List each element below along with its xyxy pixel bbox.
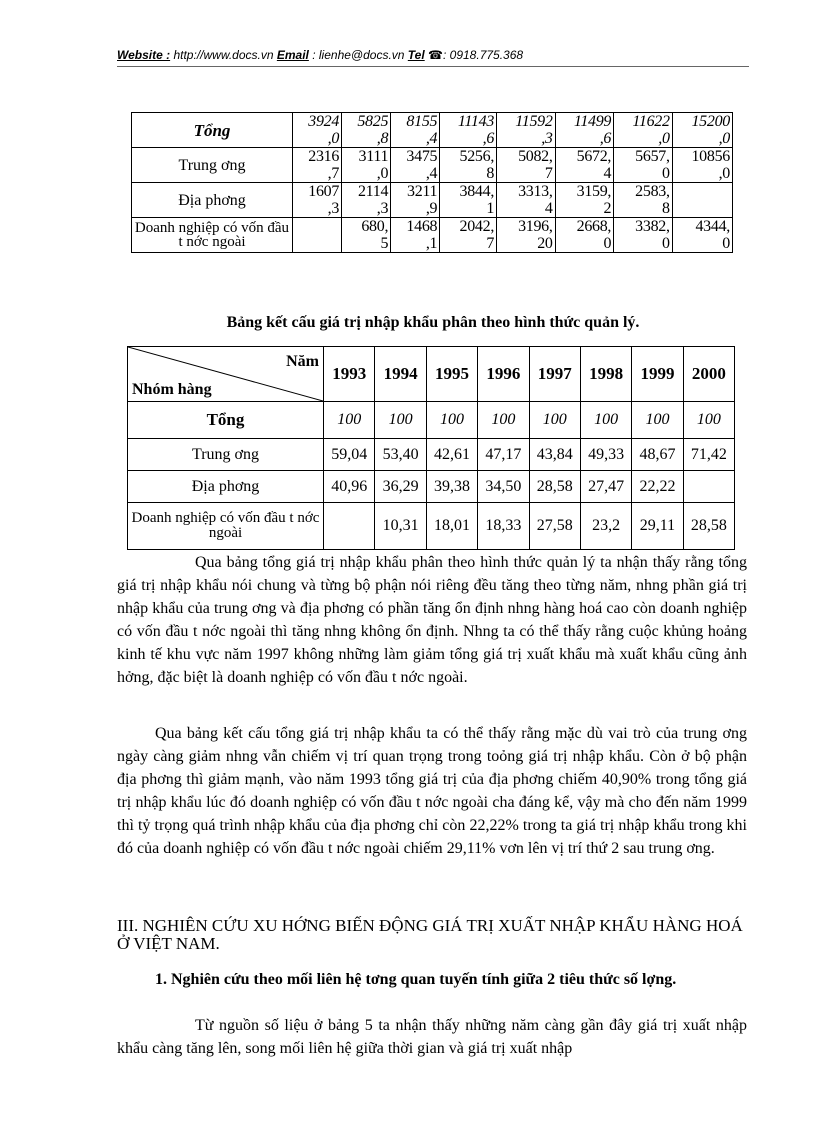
table-cell: 100 — [580, 402, 631, 439]
website-url[interactable]: http://www.docs.vn — [173, 48, 274, 62]
tel-number: ☎: 0918.775.368 — [428, 48, 524, 62]
table-cell: 15200 ,0 — [672, 113, 732, 148]
header-divider — [117, 66, 749, 67]
subsection-heading: 1. Nghiên cứu theo mối liên hệ tơng quan tuyến tính giữa 2 tiêu thức số lợng. — [155, 971, 677, 988]
table-cell: 71,42 — [683, 439, 734, 471]
website-label: Website : — [117, 48, 171, 62]
table-cell: 34,50 — [478, 471, 529, 503]
table-cell: 4344, 0 — [672, 218, 732, 253]
table-cell: 10856 ,0 — [672, 148, 732, 183]
table-cell: 100 — [375, 402, 426, 439]
table-cell: 3196, 20 — [497, 218, 556, 253]
table-cell: 1468 ,1 — [391, 218, 440, 253]
year-header-label: Năm — [286, 353, 319, 370]
year-header: 1994 — [375, 347, 426, 402]
year-header: 1998 — [580, 347, 631, 402]
table-cell: 10,31 — [375, 503, 426, 550]
table-cell — [683, 471, 734, 503]
table-cell: 22,22 — [632, 471, 683, 503]
table-cell — [293, 218, 342, 253]
group-header-label: Nhóm hàng — [132, 381, 212, 398]
year-header: 1996 — [478, 347, 529, 402]
table-cell: 100 — [683, 402, 734, 439]
row-label: Doanh nghiệp có vốn đầu t nớc ngoài — [128, 503, 324, 550]
table-cell: 49,33 — [580, 439, 631, 471]
table-cell: 42,61 — [426, 439, 477, 471]
table-cell: 3924 ,0 — [293, 113, 342, 148]
table-cell: 59,04 — [324, 439, 375, 471]
table-cell: 5082, 7 — [497, 148, 556, 183]
table-cell: 3313, 4 — [497, 183, 556, 218]
table-cell: 5256, 8 — [440, 148, 497, 183]
table-cell: 18,01 — [426, 503, 477, 550]
year-header: 2000 — [683, 347, 734, 402]
table-cell: 11592 ,3 — [497, 113, 556, 148]
table-cell: 11499 ,6 — [555, 113, 614, 148]
table-row — [128, 503, 735, 550]
table-cell: 3844, 1 — [440, 183, 497, 218]
import-structure-table — [127, 346, 735, 550]
table-cell: 5672, 4 — [555, 148, 614, 183]
row-label: Trung ơng — [132, 148, 293, 183]
import-value-table — [131, 112, 733, 253]
table-cell: 36,29 — [375, 471, 426, 503]
table-cell: 3475 ,4 — [391, 148, 440, 183]
table-cell: 2042, 7 — [440, 218, 497, 253]
row-label: Địa phơng — [128, 471, 324, 503]
table-cell: 23,2 — [580, 503, 631, 550]
table2-caption: Bảng kết cấu giá trị nhập khẩu phân theo hình thức quản lý. — [226, 314, 640, 331]
table-cell: 1607 ,3 — [293, 183, 342, 218]
table-cell: 11143 ,6 — [440, 113, 497, 148]
tel-label: Tel — [407, 48, 425, 62]
table-cell: 27,58 — [529, 503, 580, 550]
year-header: 1997 — [529, 347, 580, 402]
table-cell: 28,58 — [529, 471, 580, 503]
paragraph-1: Qua bảng tổng giá trị nhập khẩu phân theo hình thức quản lý ta nhận thấy rằng tổng giá trị nhập khẩu nói chung và từng bộ phận nói riêng đều tăng theo từng năm, nhng phần giá trị nhập khẩu của trung ơng và địa phơng có phần tăng ổn định nhng hàng hoá cao còn doanh nghiệp có vốn đầu t nớc ngoài thì tăng nhng không ổn định. Nhng ta có thể thấy rằng cuộc khủng hoảng kinh tế khu vực năm 1997 không những làm giảm tổng giá trị xuất khẩu mà xuất khẩu cũng ảnh hởng, đặc biệt là doanh nghiệp có vốn đầu t nớc ngoài. — [117, 554, 747, 686]
table-cell: 40,96 — [324, 471, 375, 503]
table-cell — [324, 503, 375, 550]
table-cell: 100 — [426, 402, 477, 439]
row-label: Tổng — [128, 402, 324, 439]
table-cell: 2114 ,3 — [342, 183, 391, 218]
table-cell: 5825 ,8 — [342, 113, 391, 148]
table-cell: 100 — [324, 402, 375, 439]
year-header: 1995 — [426, 347, 477, 402]
table-cell — [672, 183, 732, 218]
table-cell: 2583, 8 — [614, 183, 673, 218]
table-cell: 39,38 — [426, 471, 477, 503]
paragraph-2: Qua bảng kết cấu tổng giá trị nhập khẩu ta có thể thấy rằng mặc dù vai trò của trung ơng ngày càng giảm nhng vẫn chiếm vị trí quan trọng trong toỏng giá trị nhập khẩu. Còn ở bộ phận địa phơng thì giảm mạnh, vào năm 1993 tổng giá trị của địa phơng chiếm 40,90% trong tổng giá trị nhập khẩu lúc đó doanh nghiệp có vốn đầu t nớc ngoài cha đáng kể, vậy mà cho đến năm 1999 thì tỷ trọng quá trình nhập khẩu của địa phơng chỉ còn 22,22% trong ta giá trị nhập khẩu trong khi đó của doanh nghiệp có vốn đầu t nớc ngoài chiếm 29,11% vơn lên vị trí thứ 2 sau trung ơng. — [117, 725, 747, 857]
year-header: 1999 — [632, 347, 683, 402]
table-row — [128, 471, 735, 503]
row-label: Tổng — [132, 113, 293, 148]
table-cell: 3111 ,0 — [342, 148, 391, 183]
table-cell: 47,17 — [478, 439, 529, 471]
header-diagonal-cell — [128, 347, 324, 402]
page-header — [117, 48, 747, 62]
table-row — [132, 183, 733, 218]
table-cell: 5657, 0 — [614, 148, 673, 183]
table-cell: 100 — [529, 402, 580, 439]
table-cell: 2668, 0 — [555, 218, 614, 253]
table-cell: 3382, 0 — [614, 218, 673, 253]
table-cell: 48,67 — [632, 439, 683, 471]
table-cell: 53,40 — [375, 439, 426, 471]
paragraph-3: Từ nguồn số liệu ở bảng 5 ta nhận thấy những năm càng gần đây giá trị xuất nhập khẩu càng tăng lên, song mối liên hệ giữa thời gian và giá trị xuất nhập — [117, 1017, 747, 1057]
table-row — [132, 113, 733, 148]
table-cell: 680, 5 — [342, 218, 391, 253]
table-cell: 3211 ,9 — [391, 183, 440, 218]
table-cell: 29,11 — [632, 503, 683, 550]
table-cell: 2316 ,7 — [293, 148, 342, 183]
row-label: Doanh nghiệp có vốn đầu t nớc ngoài — [132, 218, 293, 253]
table-cell: 100 — [478, 402, 529, 439]
table-cell: 8155 ,4 — [391, 113, 440, 148]
table-cell: 28,58 — [683, 503, 734, 550]
table-cell: 18,33 — [478, 503, 529, 550]
row-label: Trung ơng — [128, 439, 324, 471]
section-heading: III. NGHIÊN CỨU XU HỚNG BIẾN ĐỘNG GIÁ TRỊ XUẤT NHẬP KHẨU HÀNG HOÁ Ở VIỆT NAM. — [117, 916, 743, 953]
table-cell: 11622 ,0 — [614, 113, 673, 148]
table-row — [128, 402, 735, 439]
table-row — [128, 439, 735, 471]
table-cell: 3159, 2 — [555, 183, 614, 218]
table-row — [132, 148, 733, 183]
table-cell: 100 — [632, 402, 683, 439]
table-row — [132, 218, 733, 253]
year-header: 1993 — [324, 347, 375, 402]
row-label: Địa phơng — [132, 183, 293, 218]
email-label: Email — [276, 48, 309, 62]
table-cell: 43,84 — [529, 439, 580, 471]
email-address[interactable]: : lienhe@docs.vn — [312, 48, 405, 62]
table-cell: 27,47 — [580, 471, 631, 503]
